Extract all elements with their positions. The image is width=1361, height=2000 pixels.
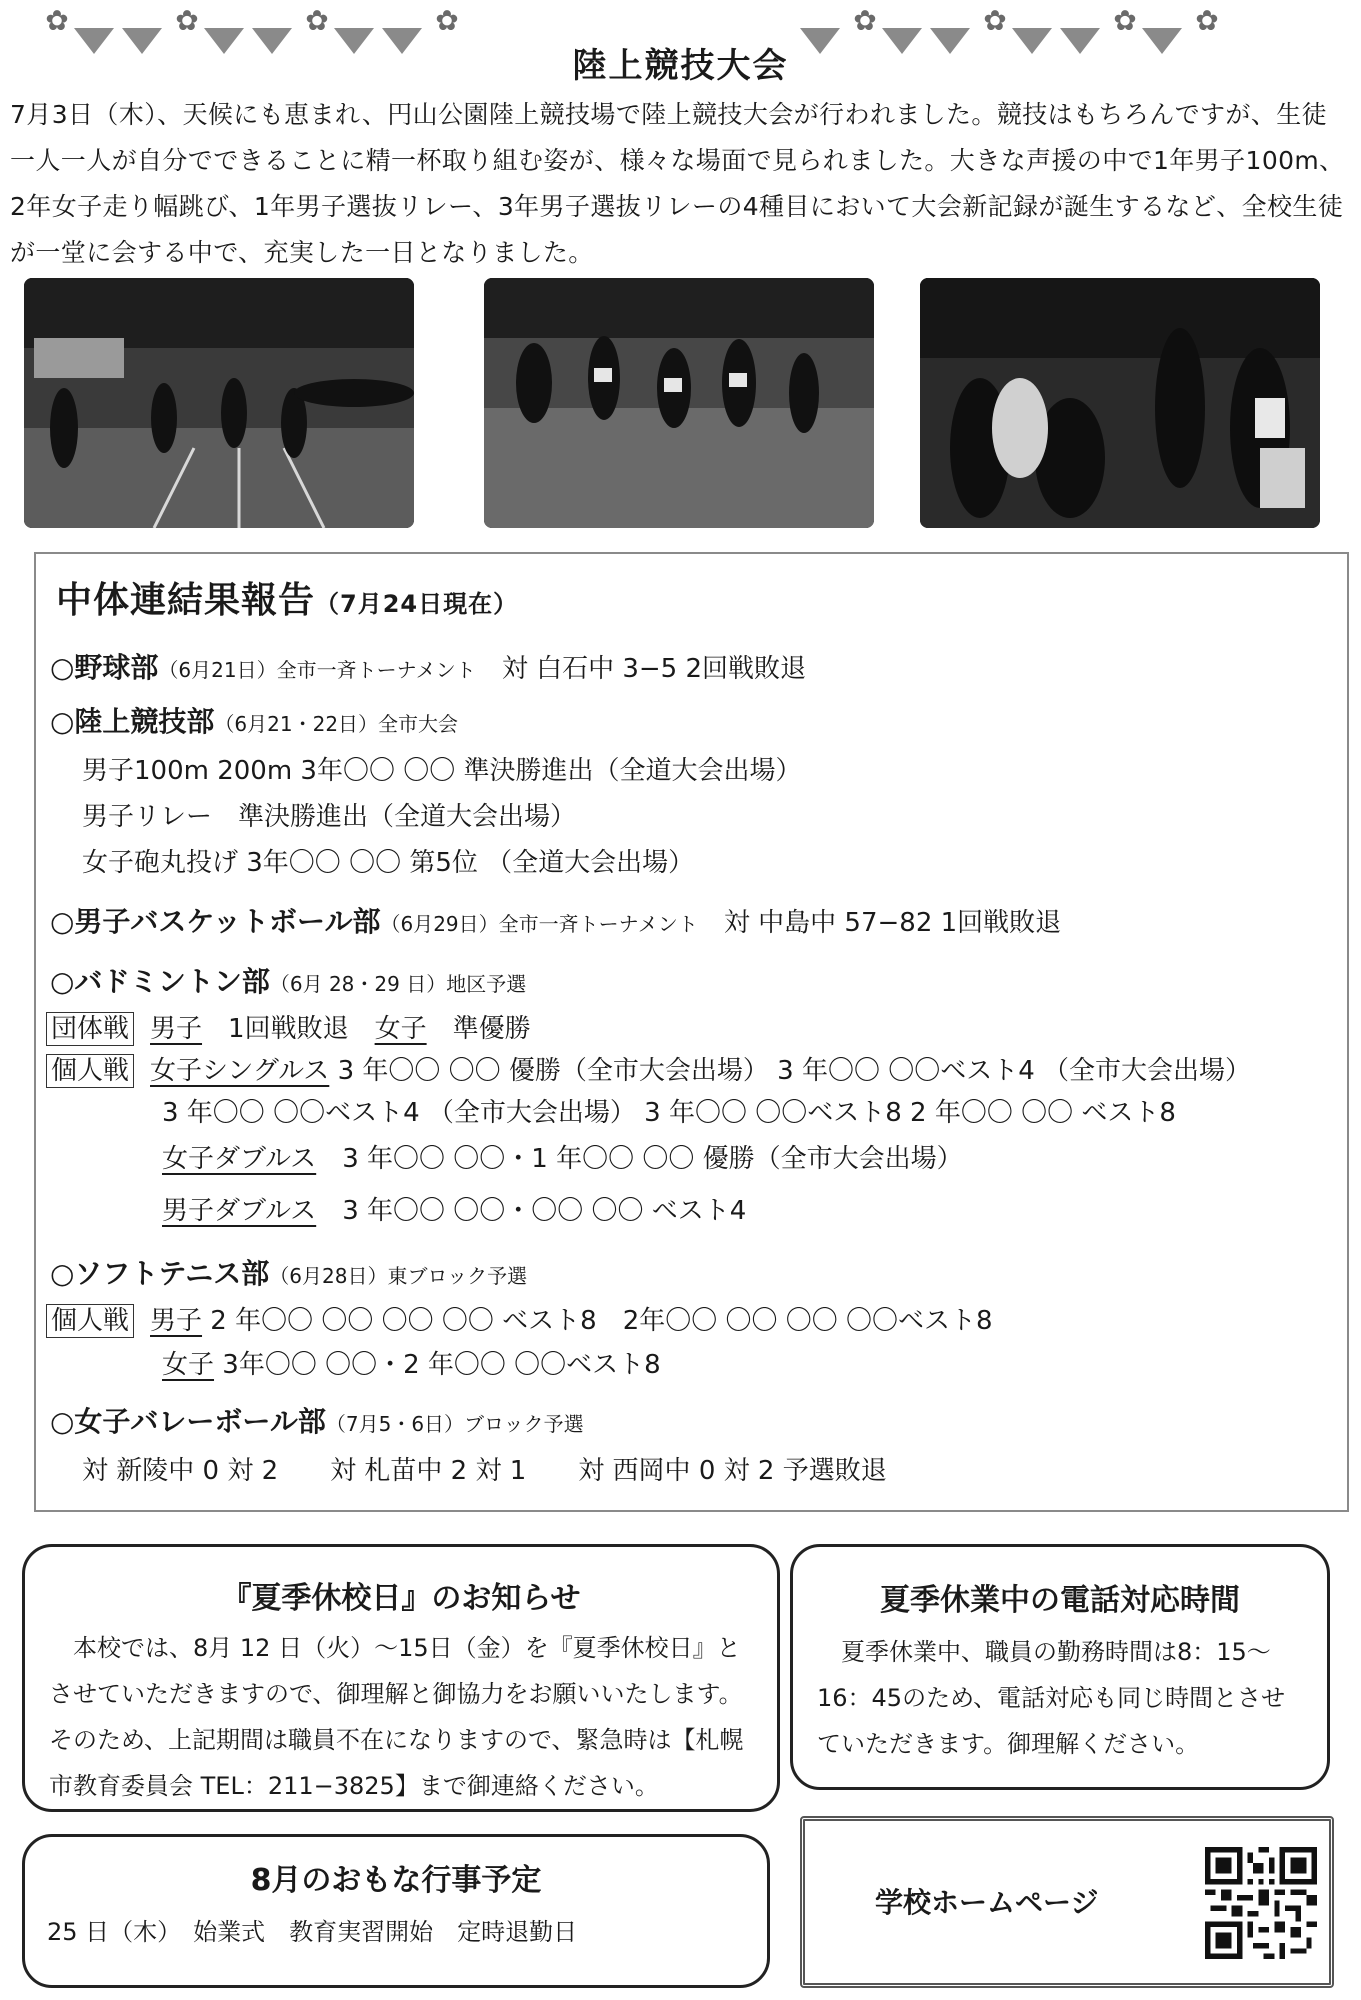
phone-notice-title: 夏季休業中の電話対応時間 xyxy=(880,1583,1240,1618)
baseball-club: ○野球部 xyxy=(50,651,159,684)
badminton-team-row xyxy=(46,1008,531,1046)
badminton-club: ○バドミントン部 xyxy=(50,965,270,998)
soft-tennis-girls: 女子 xyxy=(162,1350,215,1380)
track-line: 男子100m 200m 3年〇〇 〇〇 準決勝進出（全道大会出場） xyxy=(82,756,802,786)
soft-tennis-club: ○ソフトテニス部 xyxy=(50,1257,270,1290)
soft-tennis-boys-result: 2 年〇〇 〇〇 〇〇 〇〇 ベスト8 2年〇〇 〇〇 〇〇 〇〇ベスト8 xyxy=(210,1306,993,1336)
team-boys: 男子 xyxy=(150,1014,203,1044)
phone-notice xyxy=(790,1544,1330,1790)
baseball-result: 対 白石中 3−5 2回戦敗退 xyxy=(501,654,807,684)
boys-doubles: 男子ダブルス xyxy=(162,1196,317,1226)
baseball-row xyxy=(50,646,806,686)
article-intro: 7月3日（木）、天候にも恵まれ、円山公園陸上競技場で陸上競技大会が行われました。競技はもちろんですが、生徒一人一人が自分でできることに精一杯取り組む姿が、様々な場面で見られました。大きな声援の中で1年男子100m、2年女子走り幅跳び、1年男子選抜リレー、3年男子選抜リレーの4種目において大会新記録が誕生するなど、全校生徒が一堂に会する中で、充実した一日となりました。 xyxy=(10,100,1345,267)
results-heading xyxy=(56,572,518,623)
flower-icon: ✿ xyxy=(45,4,69,37)
results-as-of: （7月24日現在） xyxy=(315,590,519,618)
events-date: 25 日（木） xyxy=(47,1918,170,1946)
flower-icon: ✿ xyxy=(435,4,459,37)
baseball-detail: （6月21日）全市一斉トーナメント xyxy=(158,658,476,682)
track-detail: （6月21・22日）全市大会 xyxy=(214,712,459,736)
events-items: 始業式 教育実習開始 定時退勤日 xyxy=(193,1918,578,1946)
volleyball-club: ○女子バレーボール部 xyxy=(50,1405,326,1438)
flower-icon: ✿ xyxy=(983,4,1007,37)
soft-tennis-boys: 男子 xyxy=(150,1306,203,1336)
soft-tennis-detail: （6月28日）東ブロック予選 xyxy=(269,1264,528,1288)
girls-singles: 女子シングルス xyxy=(150,1056,330,1086)
team-boys-result: 1回戦敗退 xyxy=(228,1014,349,1044)
holiday-notice-body: 本校では、8月 12 日（火）～15日（金）を『夏季休校日』とさせていただきますので、御理解と御協力をお願いいたします。そのため、上記期間は職員不在になりますので、緊急時は【札幌市教育委員会 TEL：211−3825】まで御連絡ください。 xyxy=(49,1634,744,1800)
homepage-label: 学校ホームページ xyxy=(875,1886,1099,1919)
volleyball-detail: （7月5・6日）ブロック予選 xyxy=(325,1412,584,1436)
girls-doubles-result: 3 年〇〇 〇〇・1 年〇〇 〇〇 優勝（全市大会出場） xyxy=(342,1144,963,1174)
photo-relay-race xyxy=(484,278,874,528)
basketball-row xyxy=(50,900,1061,940)
track-row xyxy=(50,700,458,740)
track-line: 男子リレー 準決勝進出（全道大会出場） xyxy=(82,802,577,832)
badminton-detail: （6月 28・29 日）地区予選 xyxy=(269,972,527,996)
team-girls: 女子 xyxy=(374,1014,427,1044)
photo-sprint-race xyxy=(24,278,414,528)
volleyball-row xyxy=(50,1400,584,1440)
flower-icon: ✿ xyxy=(853,4,877,37)
phone-notice-body: 夏季休業中、職員の勤務時間は8：15～16：45のため、電話対応も同じ時間とさせていただきます。御理解ください。 xyxy=(817,1638,1286,1758)
girls-singles-result: 3 年〇〇 〇〇 優勝（全市大会出場） 3 年〇〇 〇〇ベスト4 （全市大会出場） xyxy=(337,1056,1252,1086)
qr-code-icon[interactable] xyxy=(1205,1847,1317,1959)
soft-tennis-row xyxy=(50,1252,527,1292)
boys-doubles-result: 3 年〇〇 〇〇・〇〇 〇〇 ベスト4 xyxy=(342,1196,747,1226)
girls-doubles: 女子ダブルス xyxy=(162,1144,317,1174)
basketball-detail: （6月29日）全市一斉トーナメント xyxy=(380,912,698,936)
article-title: 陸上競技大会 xyxy=(572,46,789,86)
results-heading-text: 中体連結果報告 xyxy=(56,580,316,621)
flower-icon: ✿ xyxy=(1113,4,1137,37)
basketball-club: ○男子バスケットボール部 xyxy=(50,905,381,938)
soft-tennis-boys-row xyxy=(46,1300,993,1338)
flower-icon: ✿ xyxy=(1195,4,1219,37)
events-title: 8月のおもな行事予定 xyxy=(250,1863,542,1898)
holiday-notice-title: 『夏季休校日』のお知らせ xyxy=(221,1581,581,1616)
track-line: 女子砲丸投げ 3年〇〇 〇〇 第5位 （全道大会出場） xyxy=(82,848,695,878)
boys-doubles-row xyxy=(162,1190,746,1227)
basketball-result: 対 中島中 57−82 1回戦敗退 xyxy=(723,908,1062,938)
homepage-box xyxy=(800,1816,1334,1988)
events-row xyxy=(25,1899,767,1955)
individual-tag: 個人戦 xyxy=(46,1304,134,1338)
soft-tennis-girls-row xyxy=(162,1344,661,1381)
photo-spectators xyxy=(920,278,1320,528)
badminton-singles-row xyxy=(46,1050,1251,1088)
holiday-notice xyxy=(22,1544,780,1812)
flower-icon: ✿ xyxy=(175,4,199,37)
girls-doubles-row xyxy=(162,1138,963,1175)
individual-tag: 個人戦 xyxy=(46,1054,134,1088)
track-club: ○陸上競技部 xyxy=(50,705,215,738)
badminton-row xyxy=(50,960,526,1000)
flower-icon: ✿ xyxy=(305,4,329,37)
events-notice xyxy=(22,1834,770,1988)
results-report xyxy=(34,552,1349,1512)
girls-singles-result-2: 3 年〇〇 〇〇ベスト4 （全市大会出場） 3 年〇〇 〇〇ベスト8 2 年〇〇 〇〇 ベスト8 xyxy=(162,1098,1176,1128)
volleyball-result: 対 新陵中 0 対 2 対 札苗中 2 対 1 対 西岡中 0 対 2 予選敗退 xyxy=(82,1456,887,1486)
team-girls-result: 準優勝 xyxy=(452,1014,531,1044)
soft-tennis-girls-result: 3年〇〇 〇〇・2 年〇〇 〇〇ベスト8 xyxy=(222,1350,661,1380)
team-tag: 団体戦 xyxy=(46,1012,134,1046)
